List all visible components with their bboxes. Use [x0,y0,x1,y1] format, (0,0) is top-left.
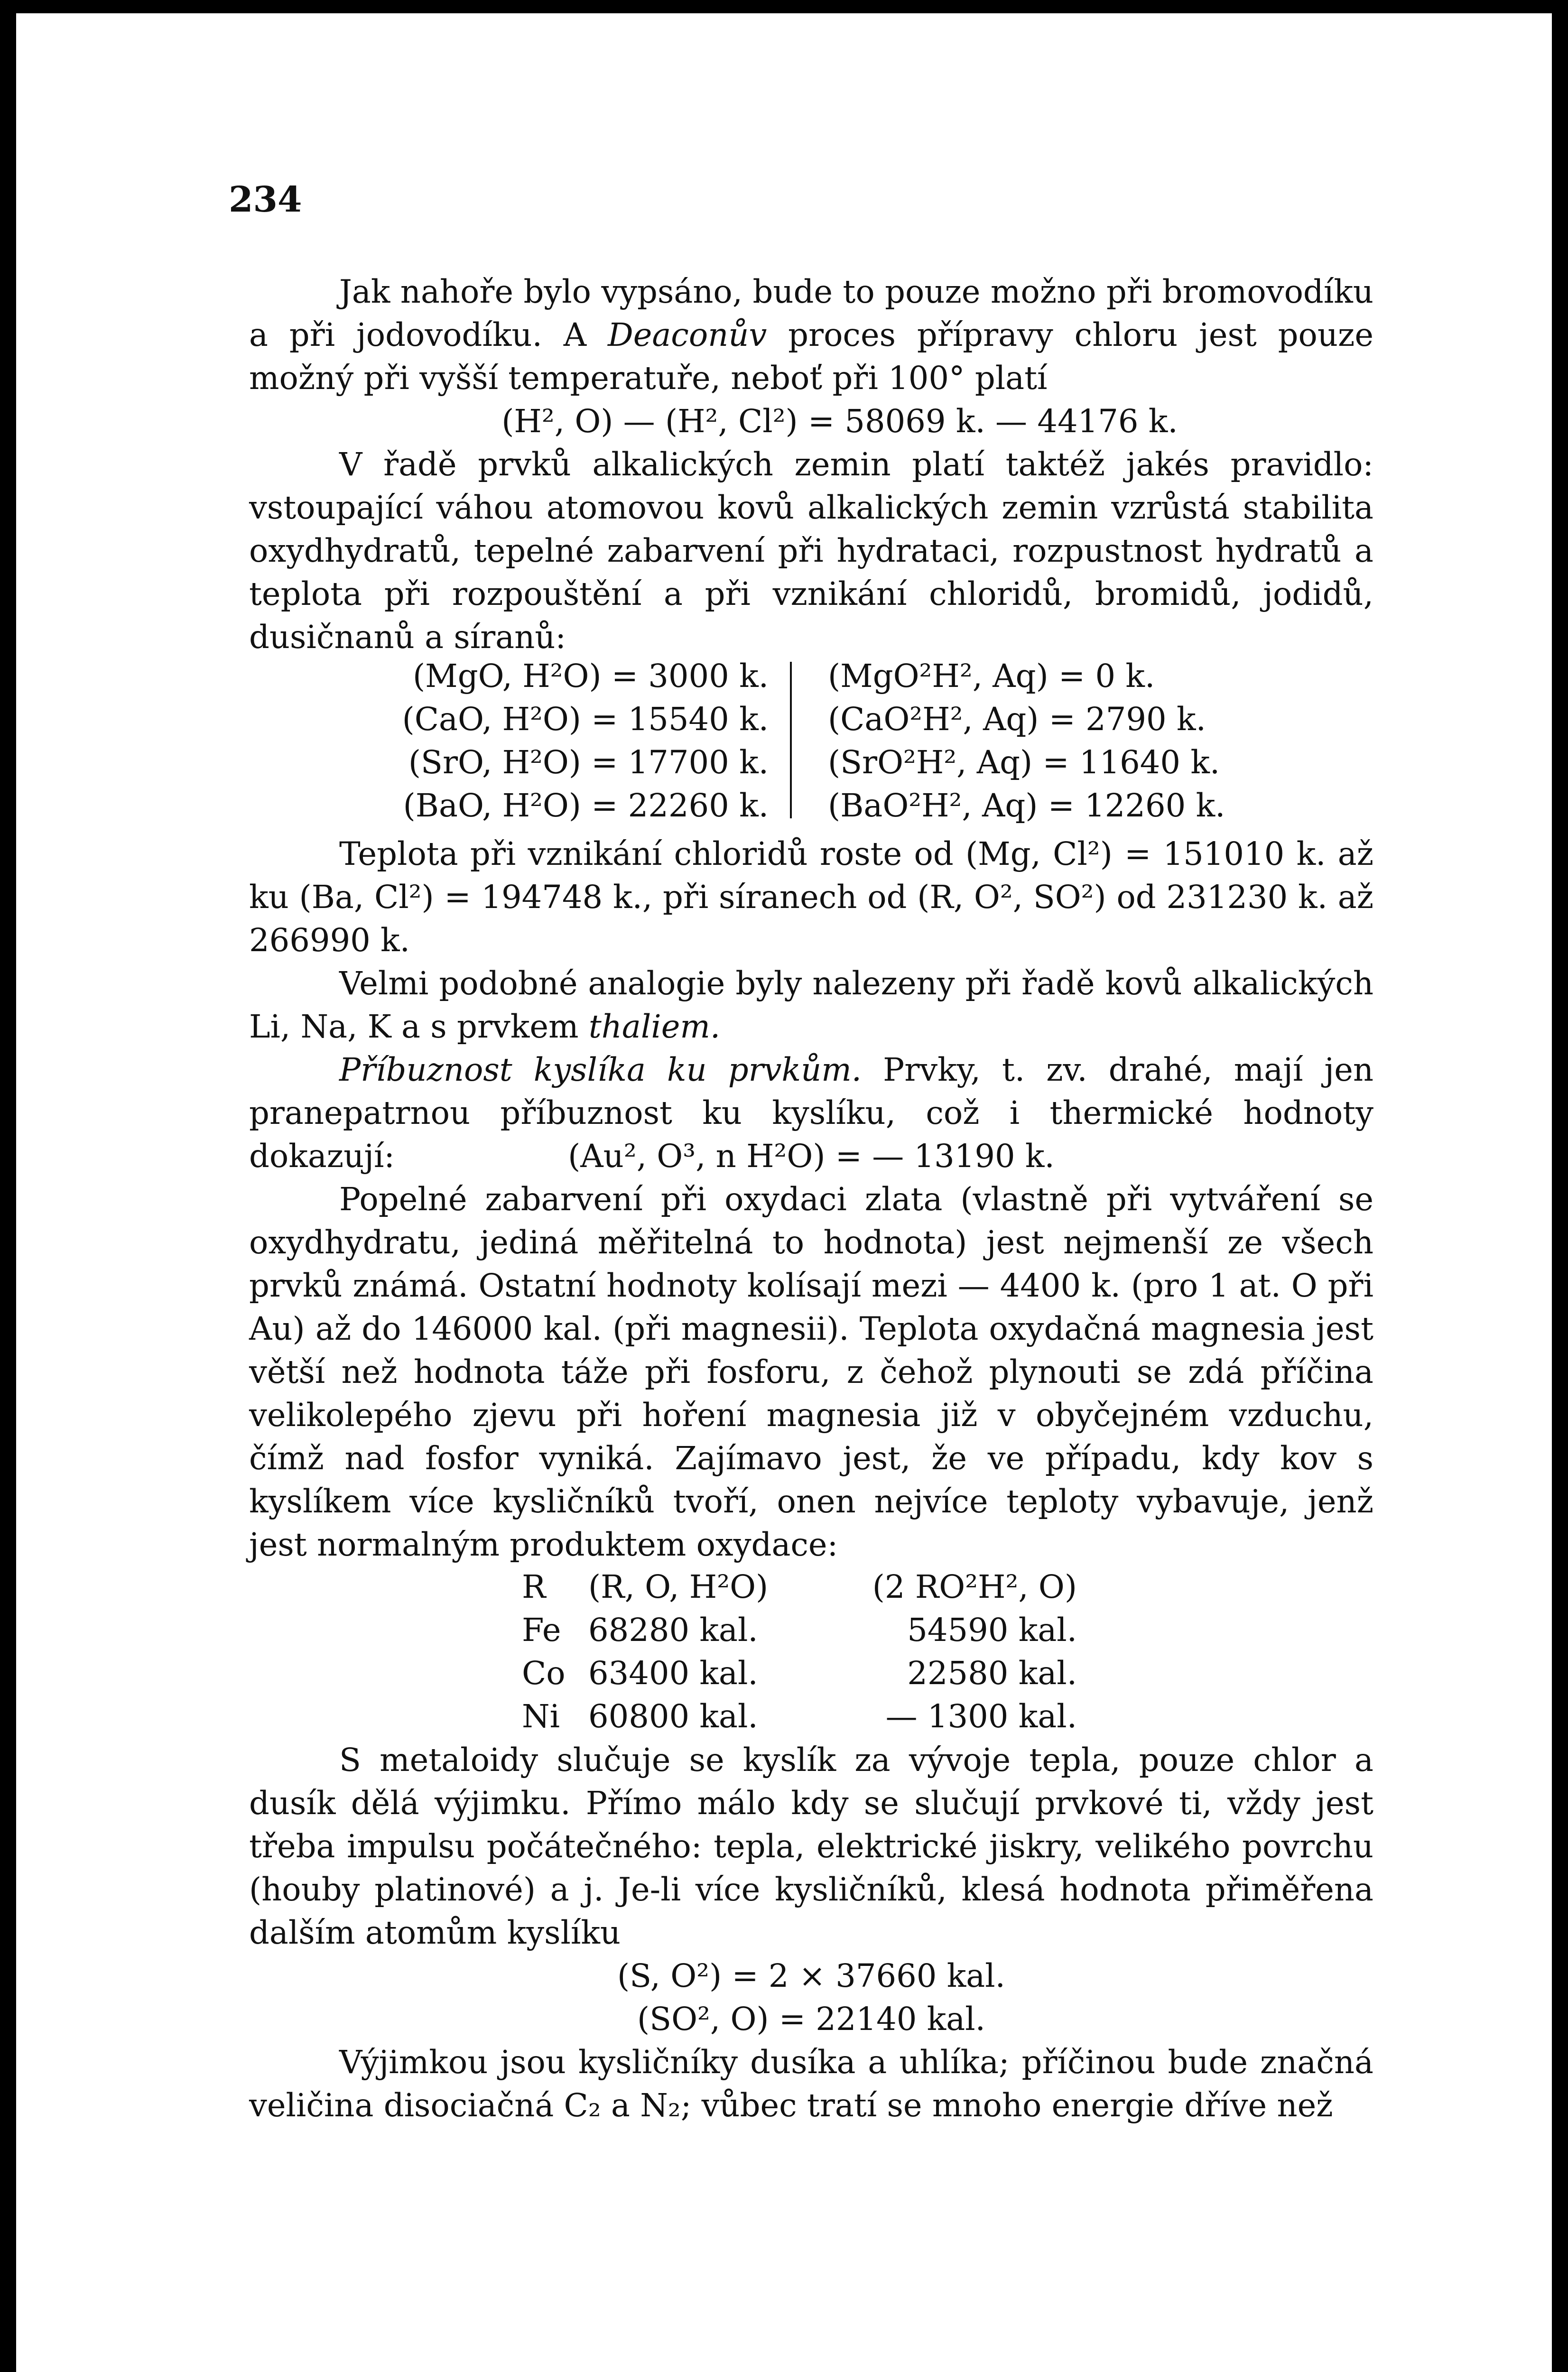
paragraph-6: Popelné zabarvení při oxydaci zlata (vlastně při vytváření se oxydhydratu, jediná měřitelná to hodnota) jest nejmenší ze všech prvků známá. Ostatní hodnoty kolísají mezi — 4400 k. (pro 1 at. O při Au) až do 146000 kal. (při magnesii). Teplota oxydačná magnesia jest větší než hodnota táže při fosforu, z čehož plynouti se zdá příčina velikolepého zjevu při hoření magnesia již v obyčejném vzduchu, čímž nad fosfor vyniká. Zajímavo jest, že ve případu, kdy kov s kyslíkem více kysličníků tvoří, onen nejvíce teploty vybavuje, jenž jest normalným produktem oxydace: [249,1181,1373,1563]
table-row: (MgO, H²O) = 3000 k. [412,658,769,695]
table-divider [790,662,792,818]
paragraph-4-text: Velmi podobné analogie byly nalezeny při řadě kovů alkalických Li, Na, K a s prvkem [249,965,1373,1045]
table-cell: Ni [522,1698,560,1735]
table-cell: 54590 kal. [907,1612,1077,1649]
table-cell: 60800 kal. [588,1698,758,1735]
paragraph-4-italic: thaliem. [588,1008,721,1045]
table-row: (SrO²H², Aq) = 11640 k. [828,744,1220,781]
table-cell: Fe [522,1612,561,1649]
oxidation-table [522,1566,1077,1738]
equation-2: (Au², O³, n H²O) = — 13190 k. [568,1138,1055,1175]
paragraph-8: Výjimkou jsou kysličníky dusíka a uhlíka; příčinou bude značná veličina disociačná C₂ a N₂; vůbec tratí se mnoho energie dříve než [249,2044,1373,2124]
paragraph-3: Teplota při vznikání chloridů roste od (Mg, Cl²) = 151010 k. až ku (Ba, Cl²) = 194748 k., při síranech od (R, O², SO²) od 231230 k. až 266990 k. [249,835,1373,959]
scan-border-left [0,0,16,2372]
table-cell: — 1300 kal. [885,1698,1077,1735]
paragraph-4 [249,962,1373,1048]
table-row: (CaO, H²O) = 15540 k. [402,701,769,738]
paragraph-7: S metaloidy slučuje se kyslík za vývoje tepla, pouze chlor a dusík dělá výjimku. Přímo málo kdy se slučují prvkové ti, vždy jest třeba impulsu počátečného: tepla, elektrické jiskry, velikého povrchu (houby platinové) a j. Je-li více kysličníků, klesá hodnota přiměřena dalším atomům kyslíku [249,1742,1373,1951]
paragraph-1-italic: Deaconův [607,316,767,353]
table-cell: 63400 kal. [588,1655,758,1692]
table-row: (SrO, H²O) = 17700 k. [408,744,769,781]
paragraph-1-rest: proces přípravy chloru jest pouze možný při vyšší temperatuře, neboť při 100° platí [249,316,1373,397]
table-cell: Co [522,1655,566,1692]
equation-1: (H², O) — (H², Cl²) = 58069 k. — 44176 k. [501,403,1178,440]
table-row: (BaO²H², Aq) = 12260 k. [828,787,1225,824]
table-cell: 22580 kal. [907,1655,1077,1692]
hydration-table-right [828,655,1255,827]
paragraph-1 [249,270,1373,400]
table-cell: 68280 kal. [588,1612,758,1649]
paragraph-5-text: Prvky, t. zv. drahé, mají jen pranepatrnou příbuznost ku kyslíku, což i thermické hodnoty dokazují: [249,1051,1373,1175]
table-row [522,1652,1077,1695]
table-row: (CaO²H², Aq) = 2790 k. [828,701,1206,738]
table-row: (BaO, H²O) = 22260 k. [403,787,769,824]
table-row [522,1609,1077,1652]
table-header-row [522,1566,1077,1609]
hydration-table-left [380,655,769,827]
table-header-cell: (R, O, H²O) [588,1568,769,1605]
table-row [522,1695,1077,1738]
section-heading-italic: Příbuznost kyslíka ku prvkům. [339,1051,862,1088]
scan-border-right [1552,0,1568,2372]
paragraph-1-text: Jak nahoře bylo vypsáno, bude to pouze možno při bromovodíku a při jodovodíku. A [249,273,1373,353]
table-row: (MgO²H², Aq) = 0 k. [828,658,1155,695]
equation-3: (S, O²) = 2 × 37660 kal. [617,1957,1005,1994]
table-header-cell: R [522,1568,546,1605]
paragraph-2: V řadě prvků alkalických zemin platí taktéž jakés pravidlo: vstoupající váhou atomovou kovů alkalických zemin vzrůstá stabilita oxydhydratů, tepelné zabarvení při hydrataci, rozpustnost hydratů a teplota při rozpouštění a při vznikání chloridů, bromidů, jodidů, dusičnanů a síranů: [249,446,1373,656]
table-header-cell: (2 RO²H², O) [872,1568,1077,1605]
page-number: 234 [229,179,302,220]
scan-border-top [0,0,1568,13]
equation-4: (SO², O) = 22140 kal. [637,2001,985,2038]
